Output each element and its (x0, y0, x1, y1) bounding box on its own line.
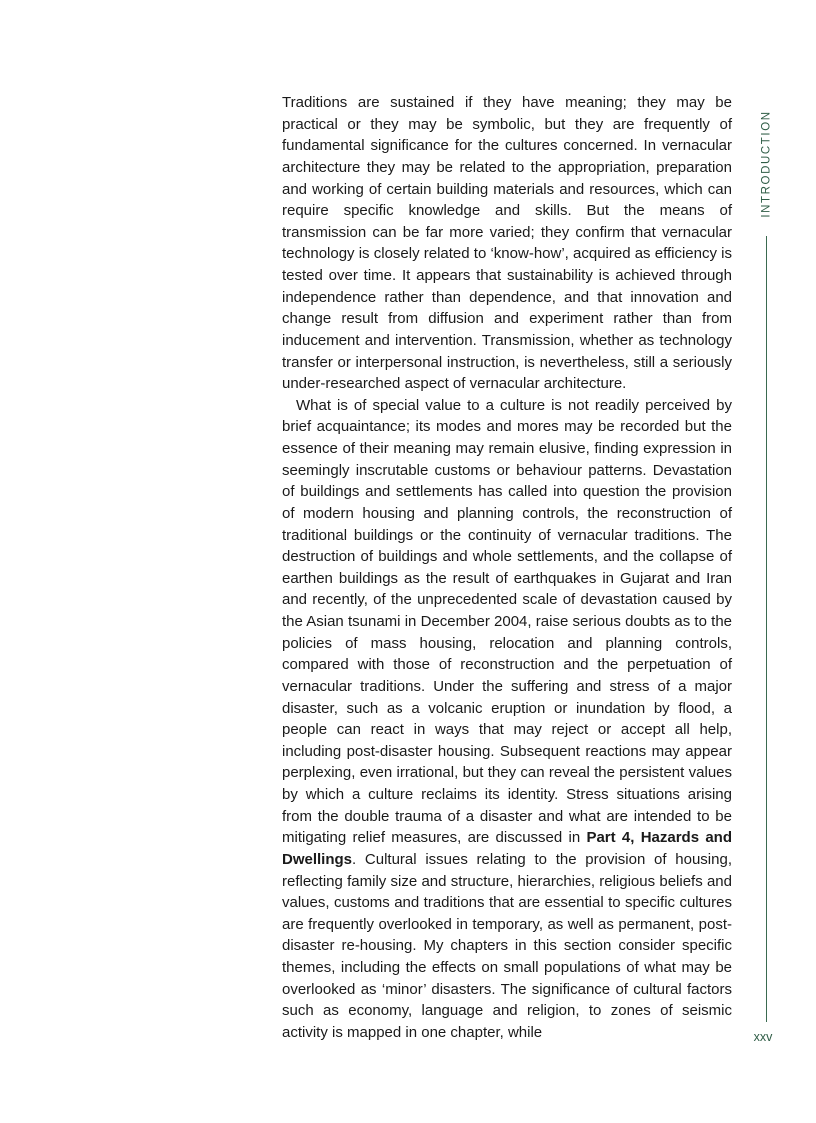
margin-rule (766, 236, 767, 1022)
paragraph-2-text-after: . Cultural issues relating to the provision of housing, reflecting family size and structure, hierarchies, religious beliefs and values, customs and traditions that are essential to specific cultures are frequently overlooked in temporary, as well as permanent, post-disaster re-housing. My chapters in this section consider specific themes, including the effects on small populations of what may be overlooked as ‘minor’ disasters. The significance of cultural factors such as economy, language and religion, to zones of seismic activity is mapped in one chapter, while (282, 850, 732, 1041)
paragraph-2 (282, 395, 732, 1044)
page-number: xxv (753, 1030, 773, 1044)
body-text (282, 92, 732, 1044)
running-head-label: INTRODUCTION (761, 109, 774, 218)
part-4-reference: Part 4, Hazards and Dwellings (282, 829, 732, 868)
paragraph-1: Traditions are sustained if they have meaning; they may be practical or they may be symbolic, but they are frequently of fundamental significance for the cultures concerned. In vernacular architecture they may be related to the appropriation, preparation and working of certain building materials and resources, which can require specific knowledge and skills. But the means of transmission can be far more varied; they confirm that vernacular technology is closely related to ‘know-how’, acquired as efficiency is tested over time. It appears that sustainability is achieved through independence rather than dependence, and that innovation and change result from diffusion and experiment rather than from inducement and intervention. Transmission, whether as technology transfer or interpersonal instruction, is nevertheless, still a seriously under-researched aspect of vernacular architecture. (282, 94, 732, 393)
paragraph-2-text-before: What is of special value to a culture is not readily perceived by brief acquaintance; its modes and mores may be recorded but the essence of their meaning may remain elusive, finding expression in seemingly inscrutable customs or behaviour patterns. Devastation of buildings and settlements has called into question the provision of modern housing and planning controls, the reconstruction of traditional buildings or the continuity of vernacular traditions. The destruction of buildings and whole settlements, and the collapse of earthen buildings as the result of earthquakes in Gujarat and Iran and recently, of the unprecedented scale of devastation caused by the Asian tsunami in December 2004, raise serious doubts as to the policies of mass housing, relocation and planning controls, compared with those of reconstruction and the perpetuation of vernacular traditions. Under the suffering and stress of a major disaster, such as a volcanic eruption or inundation by flood, a people can react in ways that may reject or accept all help, including post-disaster housing. Subsequent reactions may appear perplexing, even irrational, but they can reveal the persistent values by which a culture reclaims its identity. Stress situations arising from the double trauma of a disaster and what are intended to be mitigating relief measures, are discussed in (282, 396, 732, 847)
running-head (760, 96, 774, 231)
